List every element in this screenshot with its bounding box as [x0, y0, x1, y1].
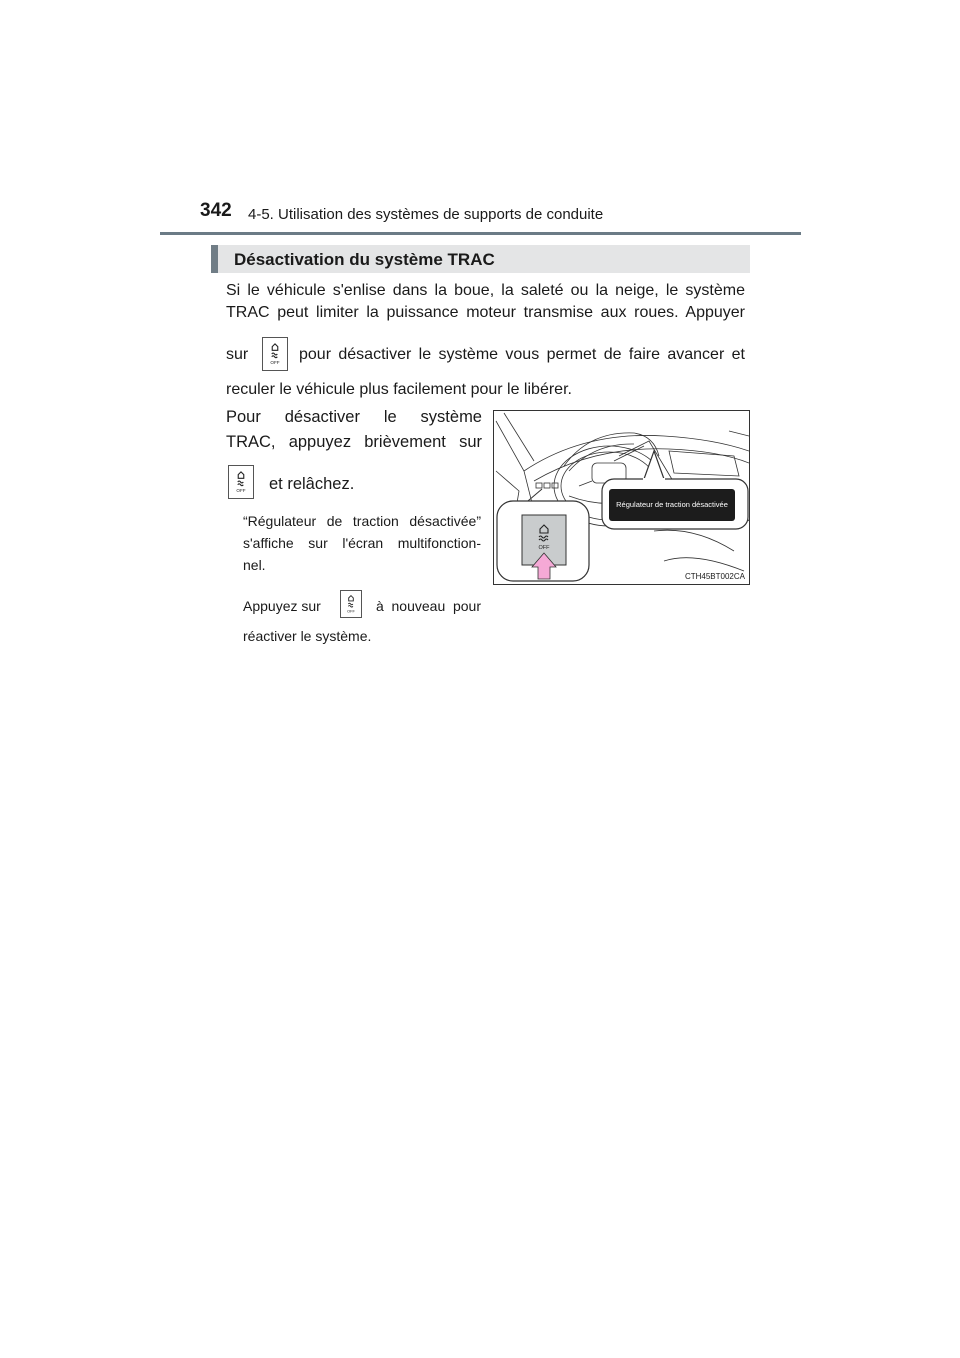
reactivate-after: à nouveau pour [376, 598, 481, 614]
note-line-2: s'affiche sur l'écran multifonction- [243, 535, 481, 551]
intro-line-2: TRAC peut limiter la puissance moteur transmise aux roues. Appuyer [226, 304, 745, 321]
note-line-1: “Régulateur de traction désactivée” [243, 513, 481, 529]
intro-line-3-rest: pour désactiver le système vous permet de faire avancer et [299, 346, 745, 363]
chapter-header: 4-5. Utilisation des systèmes de supports de conduite [248, 206, 604, 223]
figure-code: CTH45BT002CA [684, 572, 745, 581]
dashboard-figure [493, 410, 750, 585]
intro-sur: sur [226, 346, 249, 363]
reactivate-line-2: réactiver le système. [243, 628, 372, 644]
intro-line-1: Si le véhicule s'enlise dans la boue, la saleté ou la neige, le système [226, 282, 745, 299]
intro-line-4: reculer le véhicule plus facilement pour le libérer. [226, 381, 572, 398]
trac-off-icon [340, 590, 362, 618]
header-rule [160, 232, 801, 235]
trac-off-icon [262, 337, 288, 371]
section-header-bar [211, 245, 750, 273]
instruction-line-1: Pour désactiver le système [226, 408, 482, 426]
reactivate-line-1 [243, 590, 481, 620]
instruction-line-3-rest: et relâchez. [269, 475, 355, 493]
instruction-line-3 [226, 465, 482, 499]
page-number: 342 [200, 200, 232, 221]
instruction-line-2: TRAC, appuyez brièvement sur [226, 433, 482, 451]
intro-line-3 [226, 345, 745, 365]
note-line-3: nel. [243, 557, 266, 573]
svg-text:OFF: OFF [270, 360, 280, 366]
svg-text:OFF: OFF [347, 609, 355, 614]
display-message: Régulateur de traction désactivée [609, 489, 735, 521]
trac-off-icon [228, 465, 254, 499]
svg-text:OFF: OFF [538, 545, 550, 551]
svg-text:OFF: OFF [236, 488, 246, 494]
section-title: Désactivation du système TRAC [234, 250, 495, 269]
reactivate-before: Appuyez sur [243, 598, 321, 614]
